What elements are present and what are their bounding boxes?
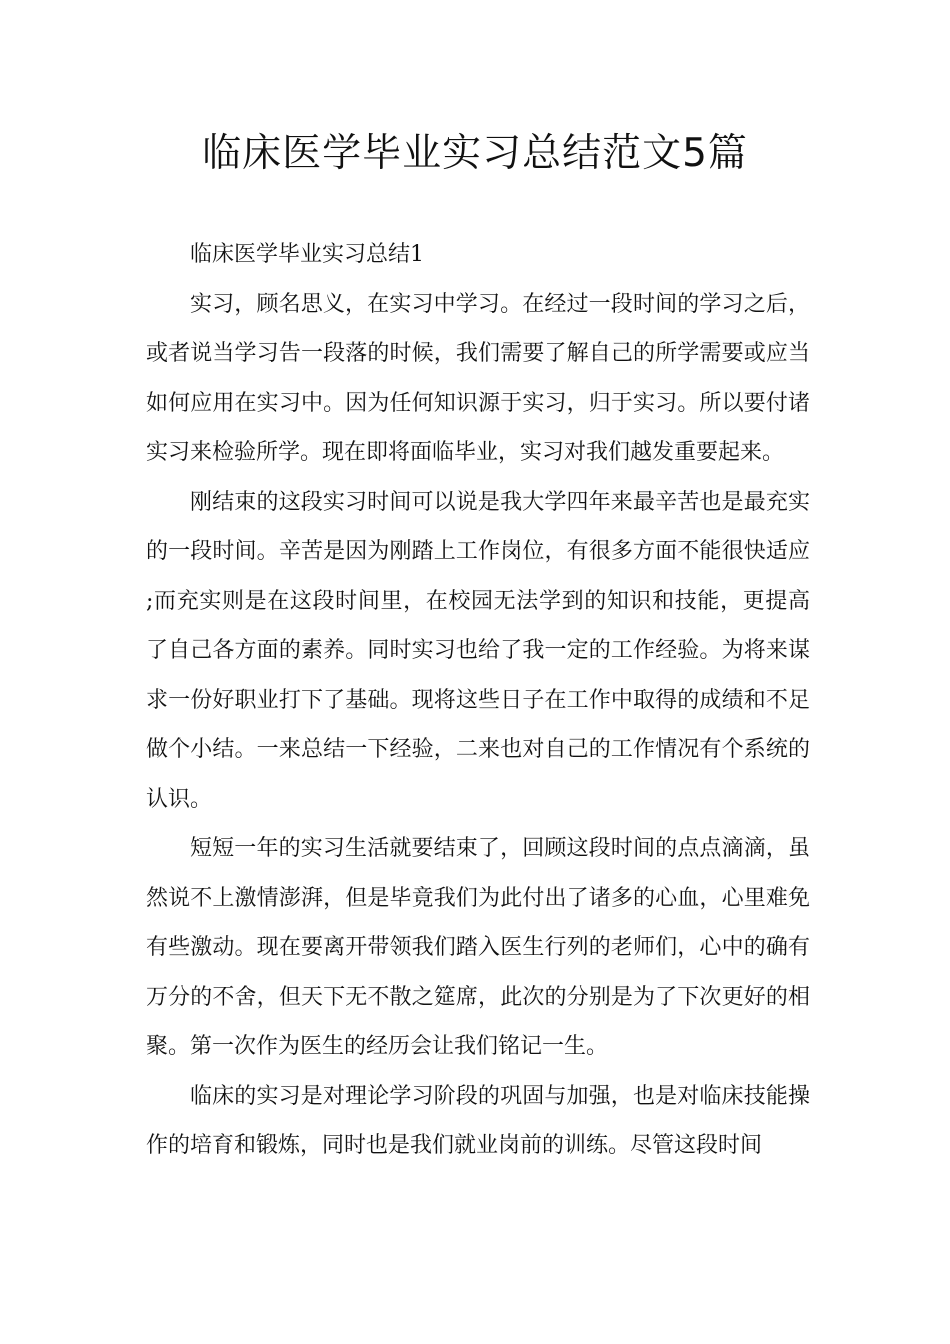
document-title: 临床医学毕业实习总结范文5篇: [202, 131, 748, 176]
paragraph-3: 短短一年的实习生活就要结束了，回顾这段时间的点点滴滴，虽然说不上激情澎湃，但是毕竟我们为此付出了诸多的心血，心里难免有些激动。现在要离开带领我们踏入医生行列的老师们，心中的确有万分的不舍，但天下无不散之筵席，此次的分别是为了下次更好的相聚。第一次作为医生的经历会让我们铭记一生。: [146, 836, 810, 1059]
paragraph-4: 临床的实习是对理论学习阶段的巩固与加强，也是对临床技能操作的培育和锻炼，同时也是我们就业岗前的训练。尽管这段时间: [146, 1083, 810, 1158]
paragraph-2: 刚结束的这段实习时间可以说是我大学四年来最辛苦也是最充实的一段时间。辛苦是因为刚踏上工作岗位，有很多方面不能很快适应;而充实则是在这段时间里，在校园无法学到的知识和技能，更提高了自己各方面的素养。同时实习也给了我一定的工作经验。为将来谋求一份好职业打下了基础。现将这些日子在工作中取得的成绩和不足做个小结。一来总结一下经验，二来也对自己的工作情况有个系统的认识。: [146, 489, 810, 812]
paragraph-1: 实习，顾名思义，在实习中学习。在经过一段时间的学习之后，或者说当学习告一段落的时候，我们需要了解自己的所学需要或应当如何应用在实习中。因为任何知识源于实习，归于实习。所以要付诸实习来检验所学。现在即将面临毕业，实习对我们越发重要起来。: [146, 291, 810, 465]
section-heading: 临床医学毕业实习总结1: [190, 242, 424, 267]
document-body: [146, 230, 810, 1171]
